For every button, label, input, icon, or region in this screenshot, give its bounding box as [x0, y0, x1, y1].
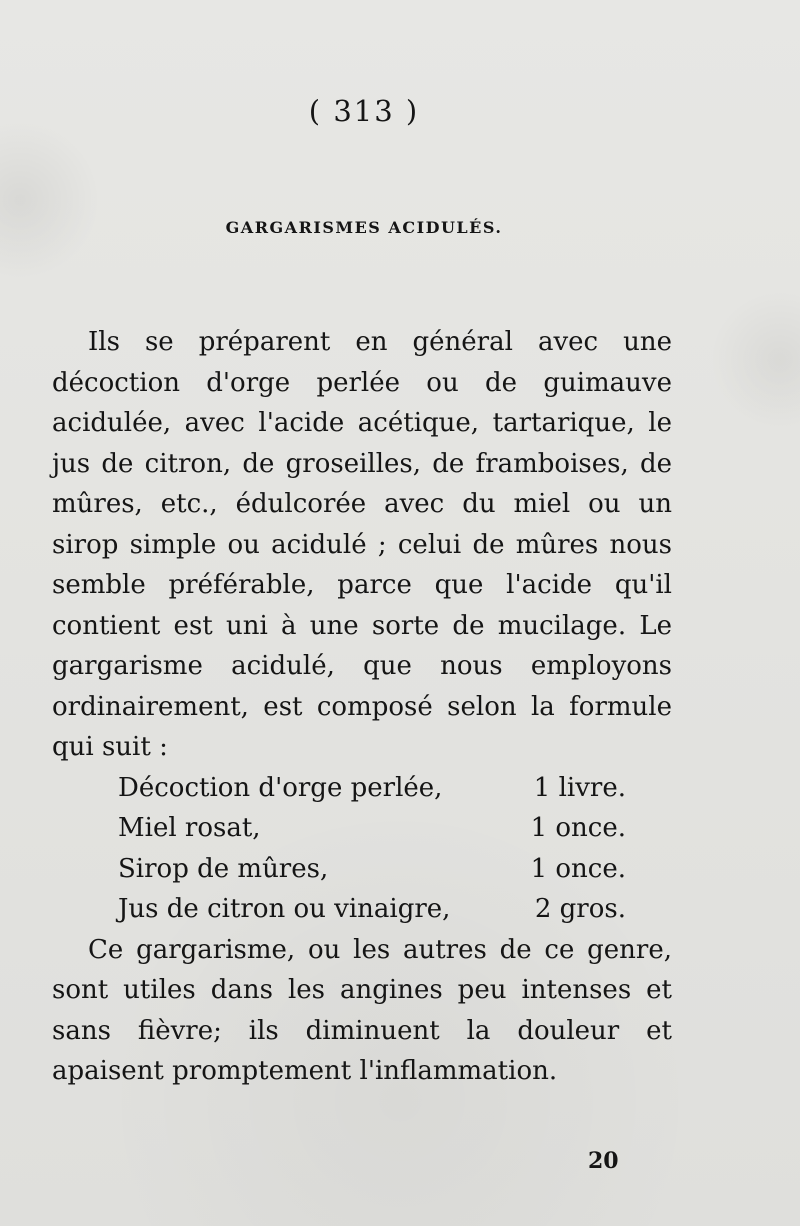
recipe-item: [52, 849, 672, 890]
section-title: GARGARISMES ACIDULÉS.: [225, 218, 503, 237]
page-number: ( 313 ): [308, 94, 420, 128]
recipe-ingredient: Sirop de mûres,: [118, 853, 329, 884]
body-text: [52, 322, 672, 1092]
recipe-list: [52, 768, 672, 930]
recipe-ingredient: Décoction d'orge perlée,: [118, 772, 443, 803]
recipe-ingredient: Miel rosat,: [118, 813, 261, 843]
recipe-quantity: 1 once.: [530, 853, 626, 884]
recipe-quantity: 2 gros.: [534, 894, 626, 924]
recipe-item: [52, 768, 672, 809]
recipe-quantity: 1 livre.: [533, 772, 626, 803]
paragraph-conclusion: Ce gargarisme, ou les autres de ce genre, sont utiles dans les angines peu intenses et sans fièvre; ils diminuent la douleur et apaisent promptement l'inflammation.: [52, 934, 672, 1086]
recipe-quantity: 1 once.: [530, 813, 626, 843]
paragraph-intro: Ils se préparent en général avec une décoction d'orge perlée ou de guimauve acidulée, avec l'acide acétique, tartarique, le jus de citron, de groseilles, de framboises, de mûres, etc., édulcorée avec du miel ou un sirop simple ou acidulé ; celui de mûres nous semble préférable, parce que l'acide qu'il contient est uni à une sorte de mucilage. Le gargarisme acidulé, que nous employons ordinairement, est composé selon la formule qui suit :: [52, 327, 672, 762]
recipe-item: [52, 808, 672, 849]
recipe-item: [52, 889, 672, 930]
signature-mark: 20: [588, 1148, 619, 1174]
recipe-ingredient: Jus de citron ou vinaigre,: [118, 894, 451, 924]
